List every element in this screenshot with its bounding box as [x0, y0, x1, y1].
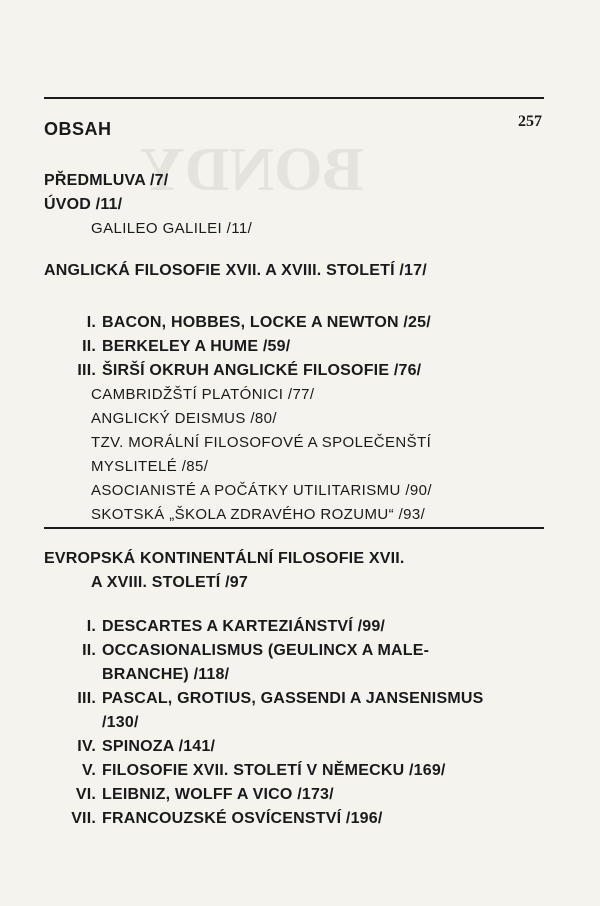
chapter-number: II. [82, 642, 96, 659]
chapter-title: DESCARTES A KARTEZIÁNSTVÍ /99/ [102, 618, 386, 635]
toc-part2-item [44, 688, 483, 710]
toc-subsection: CAMBRIDŽŠTÍ PLATÓNICI /77/ [91, 386, 315, 403]
toc-subsection: ASOCIANISTÉ A POČÁTKY UTILITARISMU /90/ [91, 482, 432, 499]
chapter-title: LEIBNIZ, WOLFF A VICO /173/ [102, 786, 334, 803]
toc-predmluva: PŘEDMLUVA /7/ [44, 172, 169, 189]
chapter-number: I. [86, 314, 96, 331]
chapter-title: BACON, HOBBES, LOCKE A NEWTON /25/ [102, 314, 431, 331]
toc-part2-item [44, 808, 383, 830]
toc-part2-item [44, 760, 446, 782]
toc-part2-item [44, 784, 334, 806]
toc-part2-item [44, 616, 385, 638]
toc-part2-title-cont: A XVIII. STOLETÍ /97 [91, 574, 248, 591]
top-rule [44, 97, 544, 99]
toc-part2-item [44, 736, 215, 758]
toc-part2-item [44, 712, 139, 734]
toc-subsection: ANGLICKÝ DEISMUS /80/ [91, 410, 277, 427]
toc-subsection: TZV. MORÁLNÍ FILOSOFOVÉ A SPOLEČENŠTÍ [91, 434, 432, 451]
chapter-number: III. [77, 362, 96, 379]
chapter-title: OCCASIONALISMUS (GEULINCX A MALE- [102, 642, 430, 659]
chapter-number: IV. [77, 738, 96, 755]
toc-galileo: GALILEO GALILEI /11/ [91, 220, 253, 237]
chapter-title: PASCAL, GROTIUS, GASSENDI A JANSENISMUS [102, 690, 484, 707]
toc-part2-item [44, 640, 429, 662]
toc-part1-item [44, 312, 431, 334]
contents-heading: OBSAH [44, 119, 112, 139]
chapter-number: I. [86, 618, 96, 635]
chapter-title: FILOSOFIE XVII. STOLETÍ V NĚMECKU /169/ [102, 762, 446, 779]
chapter-title: SPINOZA /141/ [102, 738, 216, 755]
chapter-number: V. [81, 762, 96, 779]
toc-subsection: MYSLITELÉ /85/ [91, 458, 209, 475]
chapter-title: ŠIRŠÍ OKRUH ANGLICKÉ FILOSOFIE /76/ [102, 362, 422, 379]
toc-subsection: SKOTSKÁ „ŠKOLA ZDRAVÉHO ROZUMU“ /93/ [91, 506, 426, 523]
chapter-number: III. [77, 690, 96, 707]
chapter-title: /130/ [102, 714, 139, 731]
chapter-title: BERKELEY A HUME /59/ [102, 338, 291, 355]
chapter-number: VI. [75, 786, 96, 803]
chapter-number: VII. [71, 810, 96, 827]
page-number: 257 [518, 113, 542, 130]
toc-part1-title: ANGLICKÁ FILOSOFIE XVII. A XVIII. STOLETÍ /17/ [44, 262, 427, 279]
toc-part1-item [44, 336, 290, 358]
section-rule [44, 527, 544, 529]
show-through-text: BONDY [140, 136, 364, 204]
toc-part2-title: EVROPSKÁ KONTINENTÁLNÍ FILOSOFIE XVII. [44, 550, 405, 567]
toc-uvod: ÚVOD /11/ [44, 196, 123, 213]
toc-part2-item [44, 664, 229, 686]
chapter-title: FRANCOUZSKÉ OSVÍCENSTVÍ /196/ [102, 810, 383, 827]
chapter-number: II. [82, 338, 96, 355]
toc-part1-item [44, 360, 421, 382]
chapter-title: BRANCHE) /118/ [102, 666, 230, 683]
